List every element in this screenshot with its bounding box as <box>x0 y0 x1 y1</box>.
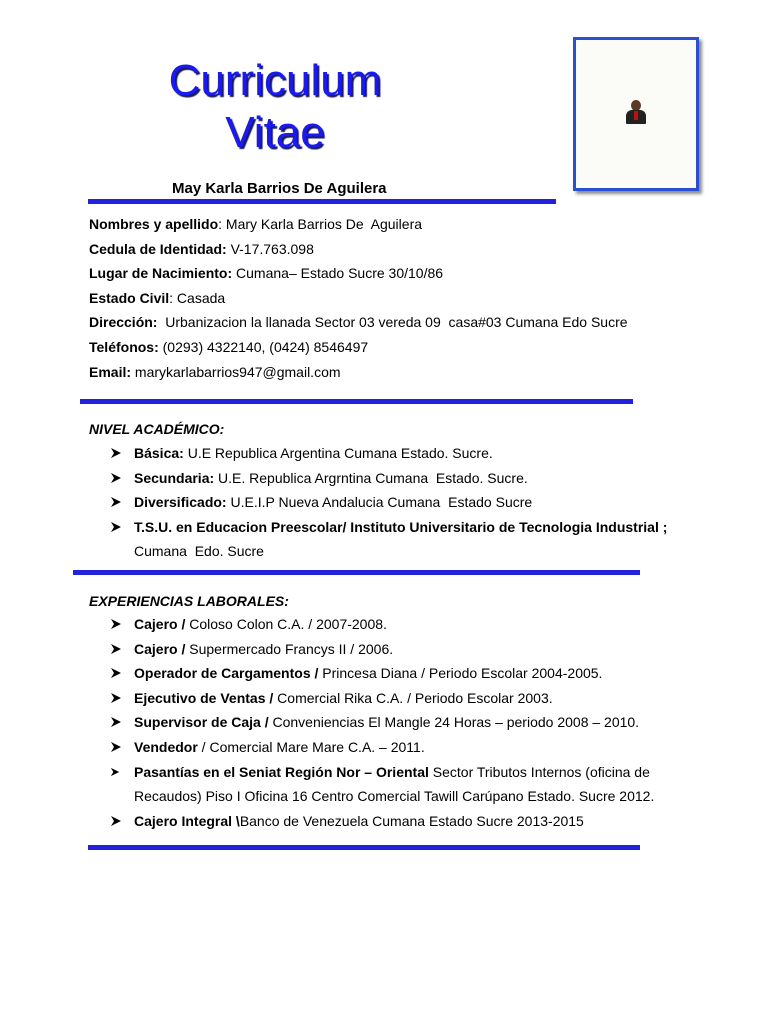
list-item-continuation: Cumana Edo. Sucre <box>134 543 264 560</box>
info-value: Mary Karla Barrios De Aguilera <box>222 216 423 232</box>
person-photo-icon <box>625 100 647 124</box>
experience-list <box>108 614 654 835</box>
page-title <box>130 55 420 159</box>
info-label: Dirección: <box>89 314 158 331</box>
list-item: Pasantías en el Seniat Región Nor – Oriental Sector Tributos Internos (oficina de <box>108 762 654 787</box>
info-row <box>89 312 628 337</box>
divider-bottom <box>88 845 640 850</box>
list-item: Básica: U.E Republica Argentina Cumana Estado. Sucre. <box>108 443 667 468</box>
arrow-bullet-icon <box>110 618 122 630</box>
info-value: Casada <box>173 289 226 306</box>
list-item-continuation: Recaudos) Piso I Oficina 16 Centro Comercial Tawill Carúpano Estado. Sucre 2012. <box>134 788 655 805</box>
list-item: Supervisor de Caja / Conveniencias El Mangle 24 Horas – periodo 2008 – 2010. <box>108 712 654 737</box>
list-item: Cajero / Supermercado Francys II / 2006. <box>108 639 654 664</box>
arrow-bullet-icon <box>110 767 120 777</box>
info-value: V-17.763.098 <box>226 240 314 257</box>
list-item: Ejecutivo de Ventas / Comercial Rika C.A. / Periodo Escolar 2003. <box>108 688 654 713</box>
arrow-bullet-icon <box>110 815 122 827</box>
profile-photo <box>573 37 699 191</box>
info-label: Lugar de Nacimiento: <box>89 265 233 282</box>
info-row <box>89 362 628 387</box>
personal-info <box>89 214 628 386</box>
divider-personal <box>80 399 633 404</box>
info-label: Email: <box>89 363 132 380</box>
list-item: Secundaria: U.E. Republica Argrntina Cumana Estado. Sucre. <box>108 468 667 493</box>
info-row <box>89 239 628 264</box>
arrow-bullet-icon <box>110 496 122 508</box>
arrow-bullet-icon <box>110 521 122 533</box>
candidate-name: May Karla Barrios De Aguilera <box>172 180 387 197</box>
info-value: Urbanizacion la llanada Sector 03 vereda 09 casa#03 Cumana Edo Sucre <box>157 314 628 331</box>
arrow-bullet-icon <box>110 716 122 728</box>
info-value: (0293) 4322140, (0424) 8546497 <box>158 338 369 355</box>
arrow-bullet-icon <box>110 741 122 753</box>
info-row: Nombres y apellido: Mary Karla Barrios De Aguilera <box>89 216 423 232</box>
title-line-2: Vitae <box>225 108 325 157</box>
arrow-bullet-icon <box>110 447 122 459</box>
info-row: Estado Civil: Casada <box>89 289 226 306</box>
list-item: Vendedor / Comercial Mare Mare C.A. – 2011. <box>108 737 654 762</box>
title-line-1: Curriculum <box>168 56 382 105</box>
list-item: Cajero / Coloso Colon C.A. / 2007-2008. <box>108 614 654 639</box>
divider-academic <box>73 570 640 575</box>
info-label: Cedula de Identidad: <box>89 240 227 257</box>
list-item: Operador de Cargamentos / Princesa Diana / Periodo Escolar 2004-2005. <box>108 663 654 688</box>
arrow-bullet-icon <box>110 667 122 679</box>
list-item: Cajero Integral \Banco de Venezuela Cumana Estado Sucre 2013-2015 <box>108 811 654 836</box>
section-heading-experience: EXPERIENCIAS LABORALES: <box>89 593 289 609</box>
section-heading-academic: NIVEL ACADÉMICO: <box>89 421 225 437</box>
academic-list <box>108 443 667 566</box>
info-row <box>89 337 628 362</box>
arrow-bullet-icon <box>110 472 122 484</box>
info-label: Teléfonos: <box>89 338 159 355</box>
info-value: Cumana– Estado Sucre 30/10/86 <box>232 265 444 282</box>
info-label: Estado Civil <box>89 289 170 306</box>
info-row <box>89 263 628 288</box>
info-value: marykarlabarrios947@gmail.com <box>131 363 341 380</box>
list-item: Diversificado: U.E.I.P Nueva Andalucia Cumana Estado Sucre <box>108 492 667 517</box>
info-label: Nombres y apellido <box>89 216 219 232</box>
arrow-bullet-icon <box>110 692 122 704</box>
list-item: T.S.U. en Educacion Preescolar/ Instituto Universitario de Tecnologia Industrial ; <box>108 517 667 542</box>
divider-top <box>88 199 556 204</box>
arrow-bullet-icon <box>110 643 122 655</box>
